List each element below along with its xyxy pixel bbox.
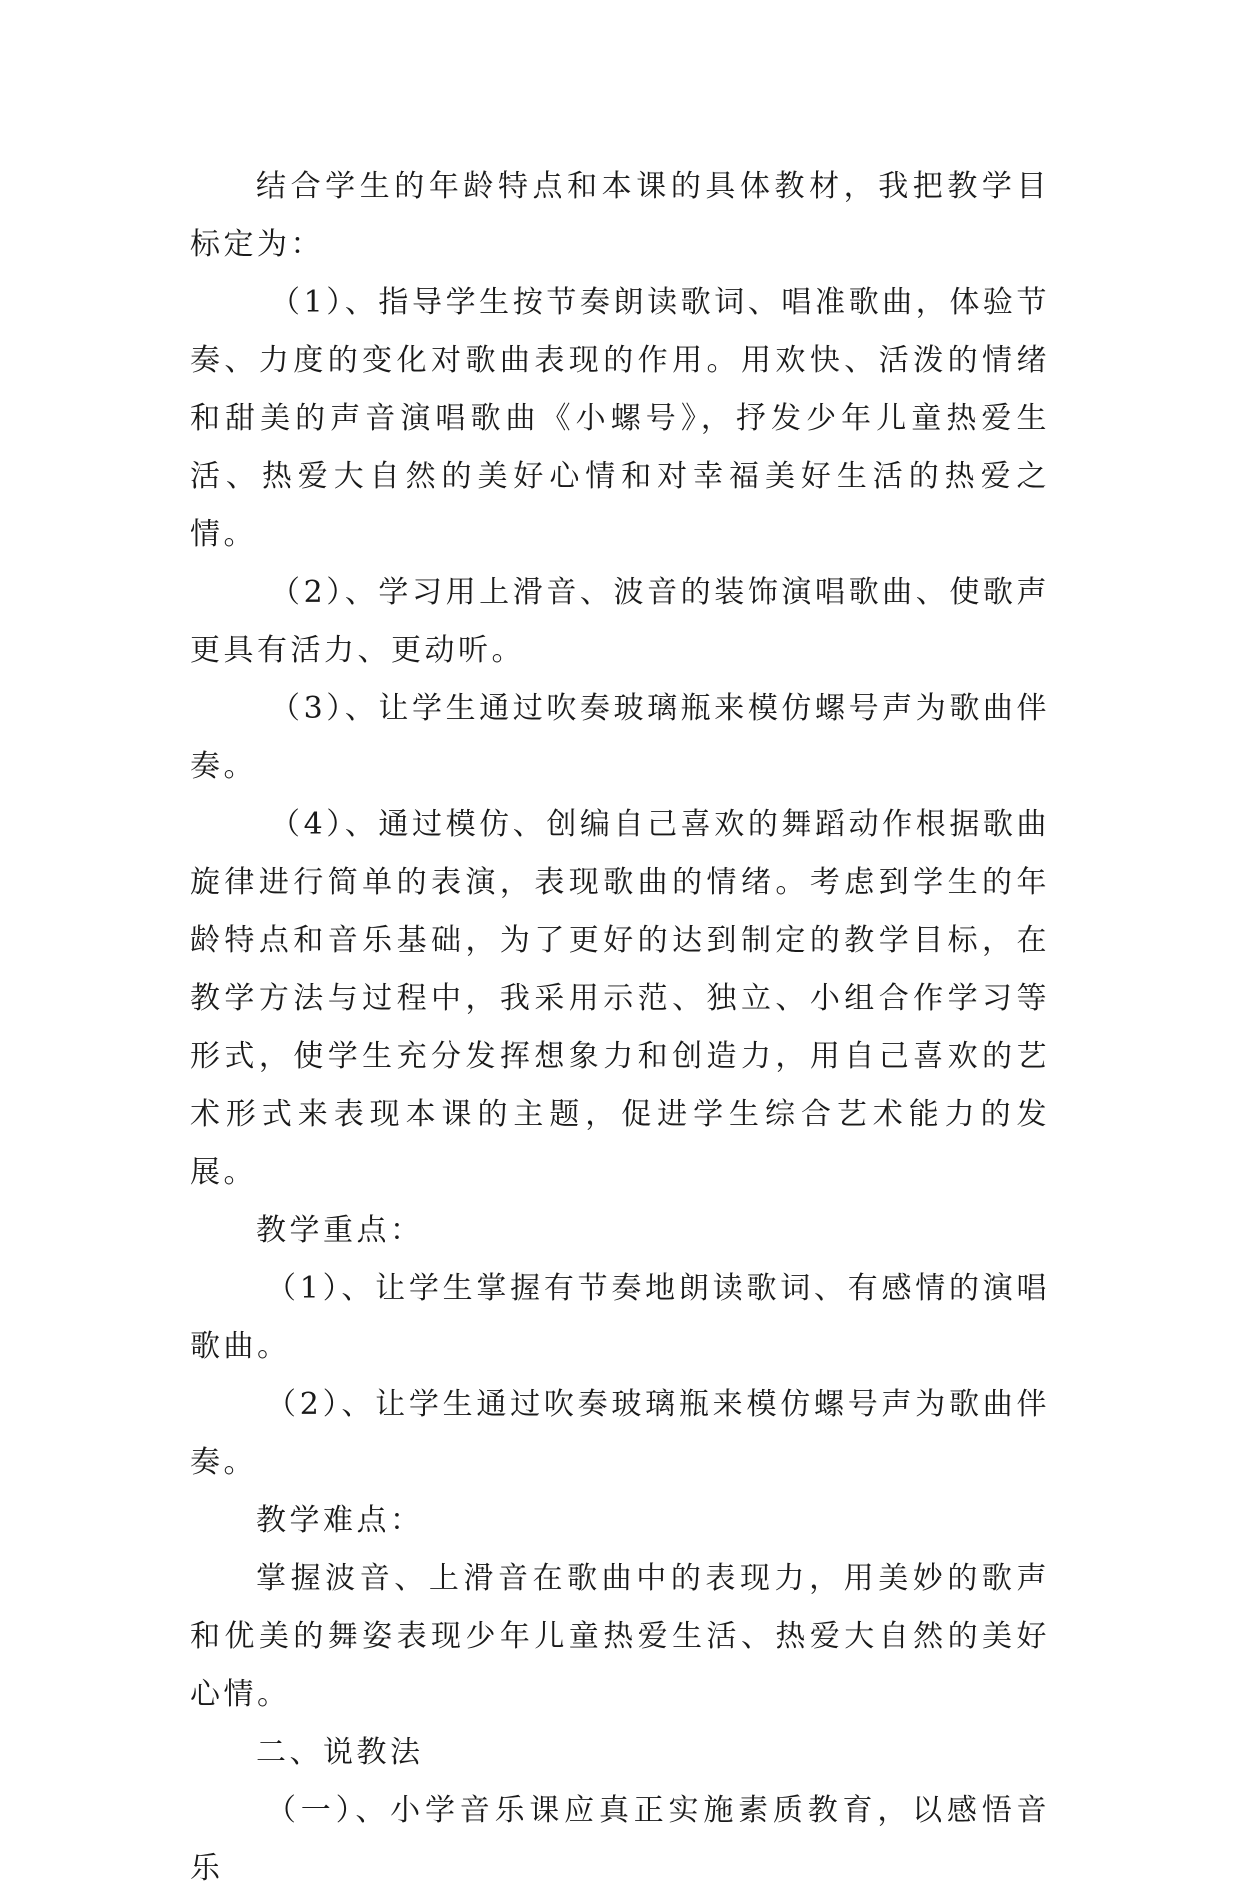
paragraph-objective-2: （2）、学习用上滑音、波音的装饰演唱歌曲、使歌声更具有活力、更动听。	[190, 575, 1050, 668]
paragraph-method-1: （一）、小学音乐课应真正实施素质教育，以感悟音乐	[190, 1793, 1050, 1886]
paragraph-difficulty: 掌握波音、上滑音在歌曲中的表现力，用美妙的歌声和优美的舞姿表现少年儿童热爱生活、热爱大自然的美好心情。	[190, 1561, 1050, 1712]
paragraph-focus-1: （1）、让学生掌握有节奏地朗读歌词、有感情的演唱歌曲。	[190, 1271, 1050, 1364]
heading-teaching-focus: 教学重点：	[256, 1213, 424, 1248]
heading-teaching-methods: 二、说教法	[256, 1735, 424, 1770]
paragraph-focus-2: （2）、让学生通过吹奏玻璃瓶来模仿螺号声为歌曲伴奏。	[190, 1387, 1050, 1480]
paragraph-objective-4: （4）、通过模仿、创编自己喜欢的舞蹈动作根据歌曲旋律进行简单的表演，表现歌曲的情绪。考虑到学生的年龄特点和音乐基础，为了更好的达到制定的教学目标，在教学方法与过程中，我采用示范、独立、小组合作学习等形式，使学生充分发挥想象力和创造力，用自己喜欢的艺术形式来表现本课的主题，促进学生综合艺术能力的发展。	[190, 807, 1050, 1190]
paragraph-objectives-intro: 结合学生的年龄特点和本课的具体教材，我把教学目标定为：	[190, 169, 1050, 262]
paragraph-objective-3: （3）、让学生通过吹奏玻璃瓶来模仿螺号声为歌曲伴奏。	[190, 691, 1050, 784]
paragraph-objective-1: （1）、指导学生按节奏朗读歌词、唱准歌曲，体验节奏、力度的变化对歌曲表现的作用。用欢快、活泼的情绪和甜美的声音演唱歌曲《小螺号》，抒发少年儿童热爱生活、热爱大自然的美好心情和对幸福美好生活的热爱之情。	[190, 285, 1050, 552]
heading-teaching-difficulty: 教学难点：	[256, 1503, 424, 1538]
document-body	[190, 158, 1050, 1898]
